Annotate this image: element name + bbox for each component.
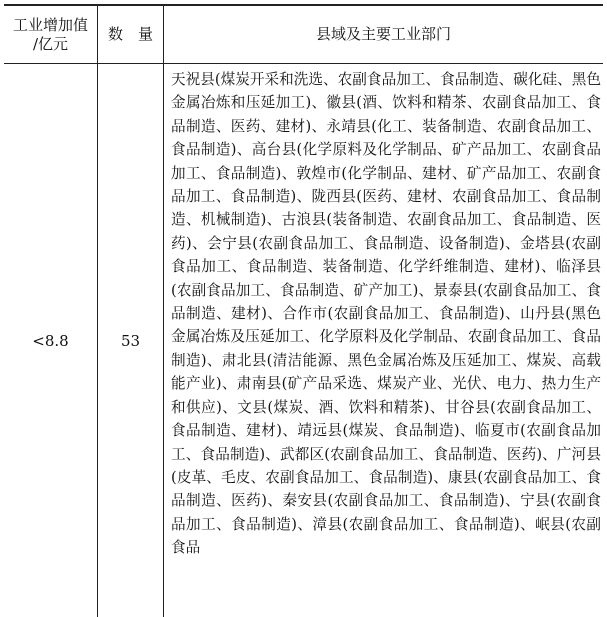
row-count: 53 [120, 331, 141, 350]
header-count-label: 数 量 [107, 25, 153, 43]
row-count-cell [98, 64, 163, 617]
header-industrial-value [4, 6, 97, 63]
row-value-cell [4, 64, 97, 617]
column-divider-2 [163, 4, 164, 617]
header-region [164, 6, 603, 63]
row-value: <8.8 [32, 331, 69, 350]
row-region-text: 天祝县(煤炭开采和洗选、农副食品加工、食品制造、碳化硅、黑色金属冶炼和压延加工)、徽县(酒、饮料和精茶、农副食品加工、食品制造、医药、建材)、永靖县(化工、装备制造、农副食品加工、食品制造)、高台县(化学原料及化学制品、矿产品加工、农副食品加工、食品制造)、敦煌市(化学制品、建材、矿产品加工、农副食品加工、食品制造)、陇西县(医药、建材、农副食品加工、食品制造、机械制造)、古浪县(装备制造、农副食品加工、食品制造、医药)、会宁县(农副食品加工、食品制造、设备制造)、金塔县(农副食品加工、食品制造、装备制造、化学纤维制造、建材)、临泽县(农副食品加工、食品制造、矿产加工)、景泰县(农副食品加工、食品制造、建材)、合作市(农副食品加工、食品制造)、山丹县(黑色金属冶炼及压延加工、化学原料及化学制品、农副食品加工、食品制造)、肃北县(清洁能源、黑色金属冶炼及压延加工、煤炭、高载能产业)、肃南县(矿产品采选、煤炭产业、光伏、电力、热力生产和供应)、文县(煤炭、酒、饮料和精茶)、甘谷县(农副食品加工、食品制造、建材)、靖远县(煤炭、食品制造)、临夏市(农副食品加工、食品制造)、武都区(农副食品加工、食品制造、医药)、广河县(皮革、毛皮、农副食品加工、食品制造)、康县(农副食品加工、食品制造、医药)、秦安县(农副食品加工、食品制造)、宁县(农副食品加工、食品制造)、漳县(农副食品加工、食品制造)、岷县(农副食品 [171, 71, 601, 557]
header-count [98, 6, 163, 63]
header-region-label: 县域及主要工业部门 [315, 25, 451, 43]
header-industrial-value-line2: /亿元 [32, 34, 69, 53]
header-industrial-value-line1: 工业增加值 [12, 15, 88, 34]
